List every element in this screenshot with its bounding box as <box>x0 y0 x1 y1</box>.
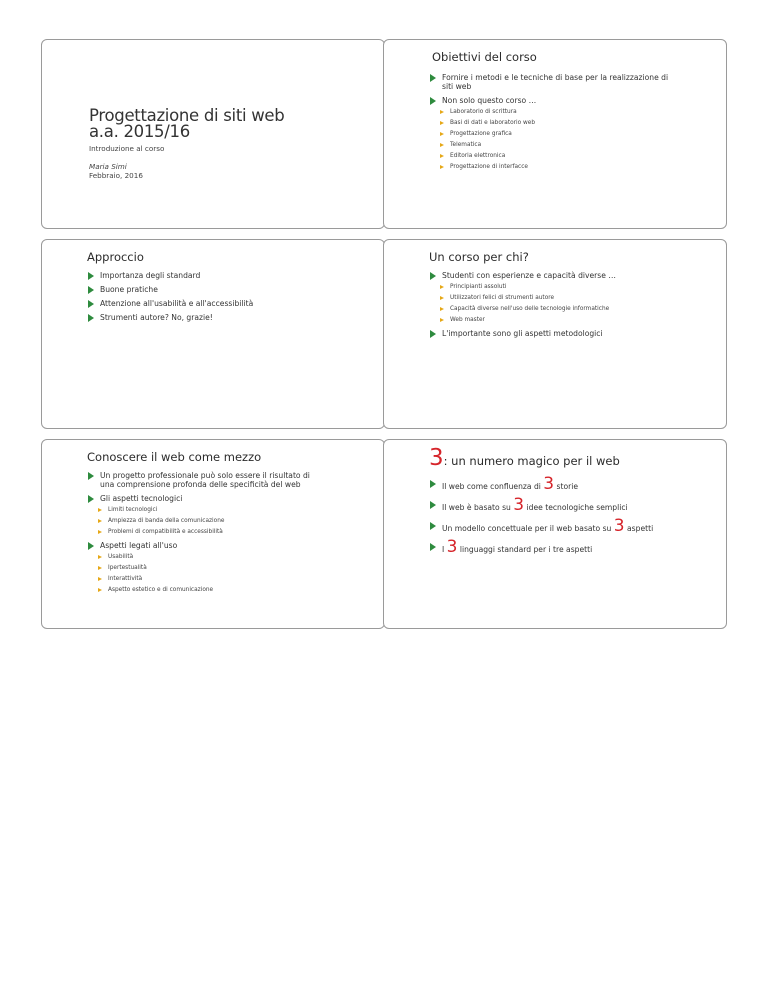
magic-number: 3 <box>613 516 625 536</box>
magic-number: 3 <box>446 537 458 557</box>
sub-bullet-item: Problemi di compatibilità e accessibilità <box>96 529 326 536</box>
sub-bullet-item: Basi di dati e laboratorio web <box>438 120 678 127</box>
cover-date: Febbraio, 2016 <box>89 171 143 180</box>
slide-title: Conoscere il web come mezzo <box>87 450 262 464</box>
slide-title: Approccio <box>87 250 144 264</box>
slide-cover <box>41 39 385 229</box>
sub-bullet-item: Usabilità <box>96 554 326 561</box>
bullet-list <box>86 471 326 599</box>
title-number: 3 <box>429 445 444 471</box>
bullet-item <box>428 474 723 494</box>
cover-author: Maria Simi <box>89 162 127 171</box>
bullet-item <box>428 537 723 557</box>
slide-approccio <box>41 239 385 429</box>
bullet-text: Il web è basato su <box>442 503 514 512</box>
sub-bullet-item: Laboratorio di scrittura <box>438 109 678 116</box>
bullet-item: Gli aspetti tecnologici <box>86 494 326 503</box>
cover-title-line2: a.a. 2015/16 <box>89 122 190 141</box>
bullet-list <box>428 73 678 176</box>
cover-subtitle: Introduzione al corso <box>89 144 165 153</box>
bullet-list <box>428 271 708 343</box>
bullet-item: L'importante sono gli aspetti metodologici <box>428 329 708 338</box>
bullet-text: storie <box>554 482 579 491</box>
cover-title <box>89 108 284 140</box>
sub-list <box>428 109 678 171</box>
magic-number: 3 <box>543 474 555 494</box>
sub-bullet-item: Editoria elettronica <box>438 153 678 160</box>
bullet-text: Il web come confluenza di <box>442 482 544 491</box>
bullet-text: idee tecnologiche semplici <box>524 503 628 512</box>
cover-title-line1: Progettazione di siti web <box>89 106 285 125</box>
slide-title: Un corso per chi? <box>429 250 529 264</box>
slide-title <box>429 445 620 471</box>
sub-bullet-item: Telematica <box>438 142 678 149</box>
sub-bullet-item: Ipertestualità <box>96 565 326 572</box>
bullet-list <box>428 474 723 562</box>
sub-bullet-item: Utilizzatori felici di strumenti autore <box>438 295 708 302</box>
bullet-text: aspetti <box>624 524 654 533</box>
bullet-list <box>86 271 366 327</box>
sub-bullet-item: Aspetto estetico e di comunicazione <box>96 587 326 594</box>
bullet-item: Studenti con esperienze e capacità diverse … <box>428 271 708 280</box>
bullet-item <box>428 516 723 536</box>
slide-obiettivi <box>383 39 727 229</box>
slide-title: Obiettivi del corso <box>432 50 537 64</box>
bullet-item: Buone pratiche <box>86 285 366 294</box>
slide-numero-magico <box>383 439 727 629</box>
bullet-item: Non solo questo corso … <box>428 96 678 105</box>
bullet-item: Un progetto professionale può solo essere il risultato di una comprensione profonda delle specificità del web <box>86 471 326 489</box>
title-text: : un numero magico per il web <box>443 454 620 468</box>
magic-number: 3 <box>513 495 525 515</box>
bullet-item: Attenzione all'usabilità e all'accessibilità <box>86 299 366 308</box>
sub-bullet-item: Web master <box>438 317 708 324</box>
bullet-item: Strumenti autore? No, grazie! <box>86 313 366 322</box>
sub-bullet-item: Principianti assoluti <box>438 284 708 291</box>
bullet-item <box>428 495 723 515</box>
sub-list <box>428 284 708 324</box>
bullet-item: Aspetti legati all'uso <box>86 541 326 550</box>
bullet-item: Importanza degli standard <box>86 271 366 280</box>
slide-conoscere-web <box>41 439 385 629</box>
sub-bullet-item: Interattività <box>96 576 326 583</box>
sub-list <box>86 554 326 594</box>
bullet-text: linguaggi standard per i tre aspetti <box>457 545 593 554</box>
sub-bullet-item: Limiti tecnologici <box>96 507 326 514</box>
bullet-item: Fornire i metodi e le tecniche di base per la realizzazione di siti web <box>428 73 678 91</box>
sub-bullet-item: Ampiezza di banda della comunicazione <box>96 518 326 525</box>
sub-bullet-item: Progettazione grafica <box>438 131 678 138</box>
sub-bullet-item: Capacità diverse nell'uso delle tecnologie informatiche <box>438 306 708 313</box>
sub-bullet-item: Progettazione di interfacce <box>438 164 678 171</box>
sub-list <box>86 507 326 536</box>
bullet-text: Un modello concettuale per il web basato su <box>442 524 614 533</box>
slide-corso-per-chi <box>383 239 727 429</box>
bullet-text: I <box>442 545 447 554</box>
